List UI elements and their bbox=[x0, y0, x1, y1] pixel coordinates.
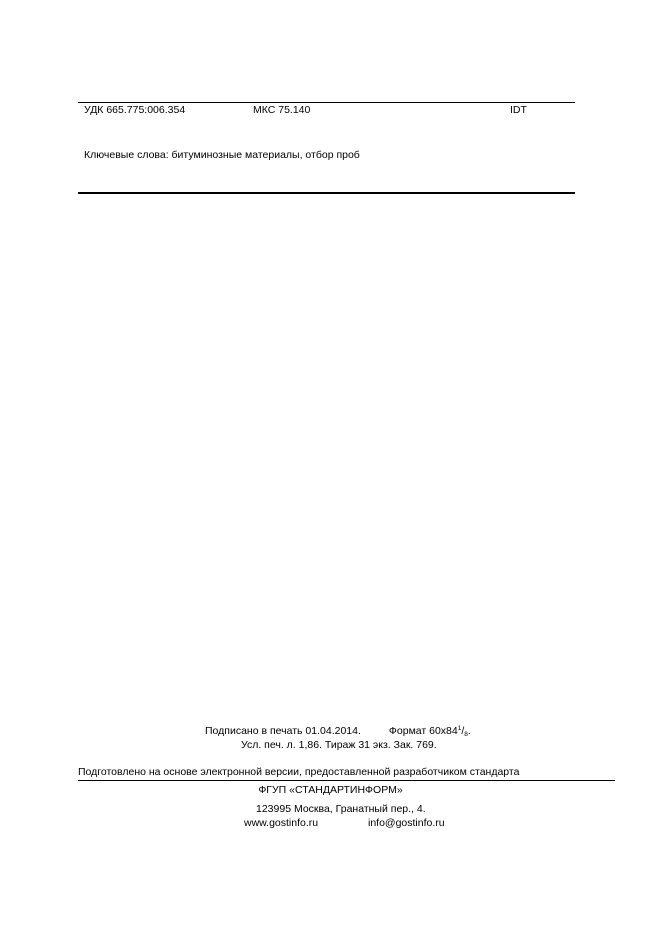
signed-date: Подписано в печать 01.04.2014. bbox=[205, 725, 361, 737]
classification-bottom-divider bbox=[78, 192, 575, 194]
email-link[interactable]: info@gostinfo.ru bbox=[368, 817, 445, 829]
publisher-address: 123995 Москва, Гранатный пер., 4. bbox=[256, 803, 426, 815]
top-divider bbox=[78, 102, 575, 103]
idt-label: IDT bbox=[510, 104, 527, 116]
udk-code: УДК 665.775:006.354 bbox=[84, 104, 186, 116]
prepared-note: Подготовлено на основе электронной версии, предоставленной разработчиком стандарта bbox=[78, 766, 520, 778]
publisher-name: ФГУП «СТАНДАРТИНФОРМ» bbox=[258, 784, 403, 796]
print-details: Усл. печ. л. 1,86. Тираж 31 экз. Зак. 769. bbox=[241, 739, 437, 751]
signed-for-print bbox=[205, 725, 471, 737]
mks-code: МКС 75.140 bbox=[253, 104, 311, 116]
website-link[interactable]: www.gostinfo.ru bbox=[244, 817, 319, 829]
footer-divider bbox=[78, 780, 615, 781]
format-label: Формат $60x84^1/_8$. bbox=[388, 725, 471, 738]
keywords-line: Ключевые слова: битуминозные материалы, отбор проб bbox=[84, 149, 360, 161]
